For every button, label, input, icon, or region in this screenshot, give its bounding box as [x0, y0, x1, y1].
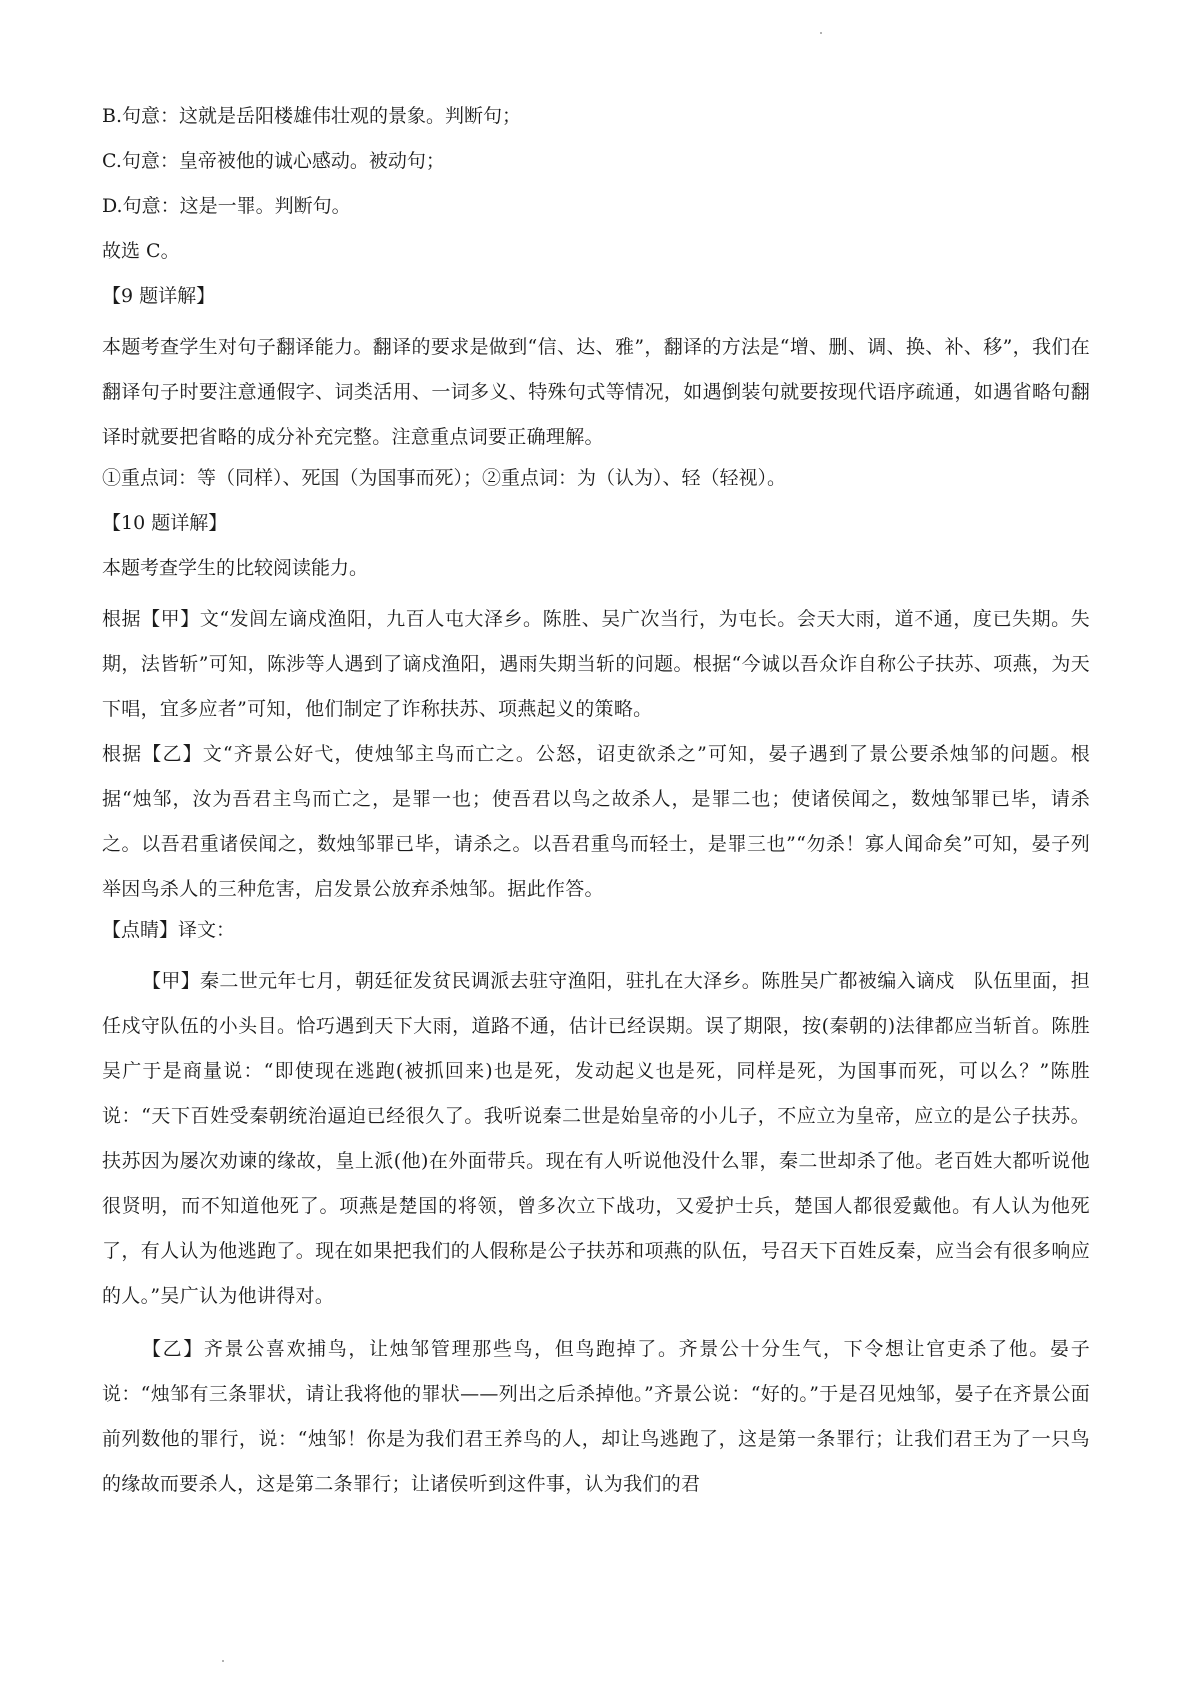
option-d-explanation: D.句意：这是一罪。判断句。 [102, 195, 351, 217]
question-10-heading: 【10 题详解】 [102, 512, 228, 534]
translation-jia: 【甲】秦二世元年七月，朝廷征发贫民调派去驻守渔阳，驻扎在大泽乡。陈胜吴广都被编入谪戍 队伍里面，担任戍守队伍的小头目。恰巧遇到天下大雨，道路不通，估计已经误期。误了期限，按(秦朝的)法律都应当斩首。陈胜吴广于是商量说：“即使现在逃跑(被抓回来)也是死，发动起义也是死，同样是死，为国事而死，可以么？”陈胜说：“天下百姓受秦朝统治逼迫已经很久了。我听说秦二世是始皇帝的小儿子，不应立为皇帝，应立的是公子扶苏。扶苏因为屡次劝谏的缘故，皇上派(他)在外面带兵。现在有人听说他没什么罪，秦二世却杀了他。老百姓大都听说他很贤明，而不知道他死了。项燕是楚国的将领，曾多次立下战功，又爱护士兵，楚国人都很爱戴他。有人认为他死了，有人认为他逃跑了。现在如果把我们的人假称是公子扶苏和项燕的队伍，号召天下百姓反秦，应当会有很多响应的人。”吴广认为他讲得对。 [102, 970, 1090, 1307]
question-10-analysis-jia: 根据【甲】文“发闾左谪戍渔阳，九百人屯大泽乡。陈胜、吴广次当行，为屯长。会天大雨，道不通，度已失期。失期，法皆斩”可知，陈涉等人遇到了谪戍渔阳，遇雨失期当斩的问题。根据“今诚以吾众诈自称公子扶苏、项燕，为天下唱，宜多应者”可知，他们制定了诈称扶苏、项燕起义的策略。 [102, 608, 1090, 720]
scan-speck [820, 32, 822, 34]
question-9-keywords: ①重点词：等（同样）、死国（为国事而死）；②重点词：为（认为）、轻（轻视）。 [102, 467, 787, 489]
option-c-explanation: C.句意：皇帝被他的诚心感动。被动句； [102, 150, 445, 172]
question-9-heading: 【9 题详解】 [102, 285, 216, 307]
scan-speck [222, 1660, 224, 1662]
question-9-explanation: 本题考查学生对句子翻译能力。翻译的要求是做到“信、达、雅”，翻译的方法是“增、删、调、换、补、移”，我们在翻译句子时要注意通假字、词类活用、一词多义、特殊句式等情况，如遇倒装句就要按现代语序疏通，如遇省略句翻译时就要把省略的成分补充完整。注意重点词要正确理解。 [102, 336, 1090, 448]
translation-yi: 【乙】齐景公喜欢捕鸟，让烛邹管理那些鸟，但鸟跑掉了。齐景公十分生气，下令想让官吏杀了他。晏子说：“烛邹有三条罪状，请让我将他的罪状——列出之后杀掉他。”齐景公说：“好的。”于是召见烛邹，晏子在齐景公面前列数他的罪行，说：“烛邹！你是为我们君王养鸟的人，却让鸟逃跑了，这是第一条罪行；让我们君王为了一只鸟的缘故而要杀人，这是第二条罪行；让诸侯听到这件事，认为我们的君 [102, 1338, 1090, 1495]
question-10-analysis-yi: 根据【乙】文“齐景公好弋，使烛邹主鸟而亡之。公怒，诏吏欲杀之”可知，晏子遇到了景公要杀烛邹的问题。根据“烛邹，汝为吾君主鸟而亡之，是罪一也；使吾君以鸟之故杀人，是罪二也；使诸侯闻之，数烛邹罪已毕，请杀之。以吾君重诸侯闻之，数烛邹罪已毕，请杀之。以吾君重鸟而轻士，是罪三也”“勿杀！寡人闻命矣”可知，晏子列举因鸟杀人的三种危害，启发景公放弃杀烛邹。据此作答。 [102, 743, 1090, 900]
dianjing-heading: 【点睛】译文： [102, 919, 236, 941]
answer-choice: 故选 C。 [102, 240, 180, 262]
option-b-explanation: B.句意：这就是岳阳楼雄伟壮观的景象。判断句； [102, 105, 522, 127]
document-body [102, 100, 1090, 1507]
question-10-intro: 本题考查学生的比较阅读能力。 [102, 557, 369, 579]
